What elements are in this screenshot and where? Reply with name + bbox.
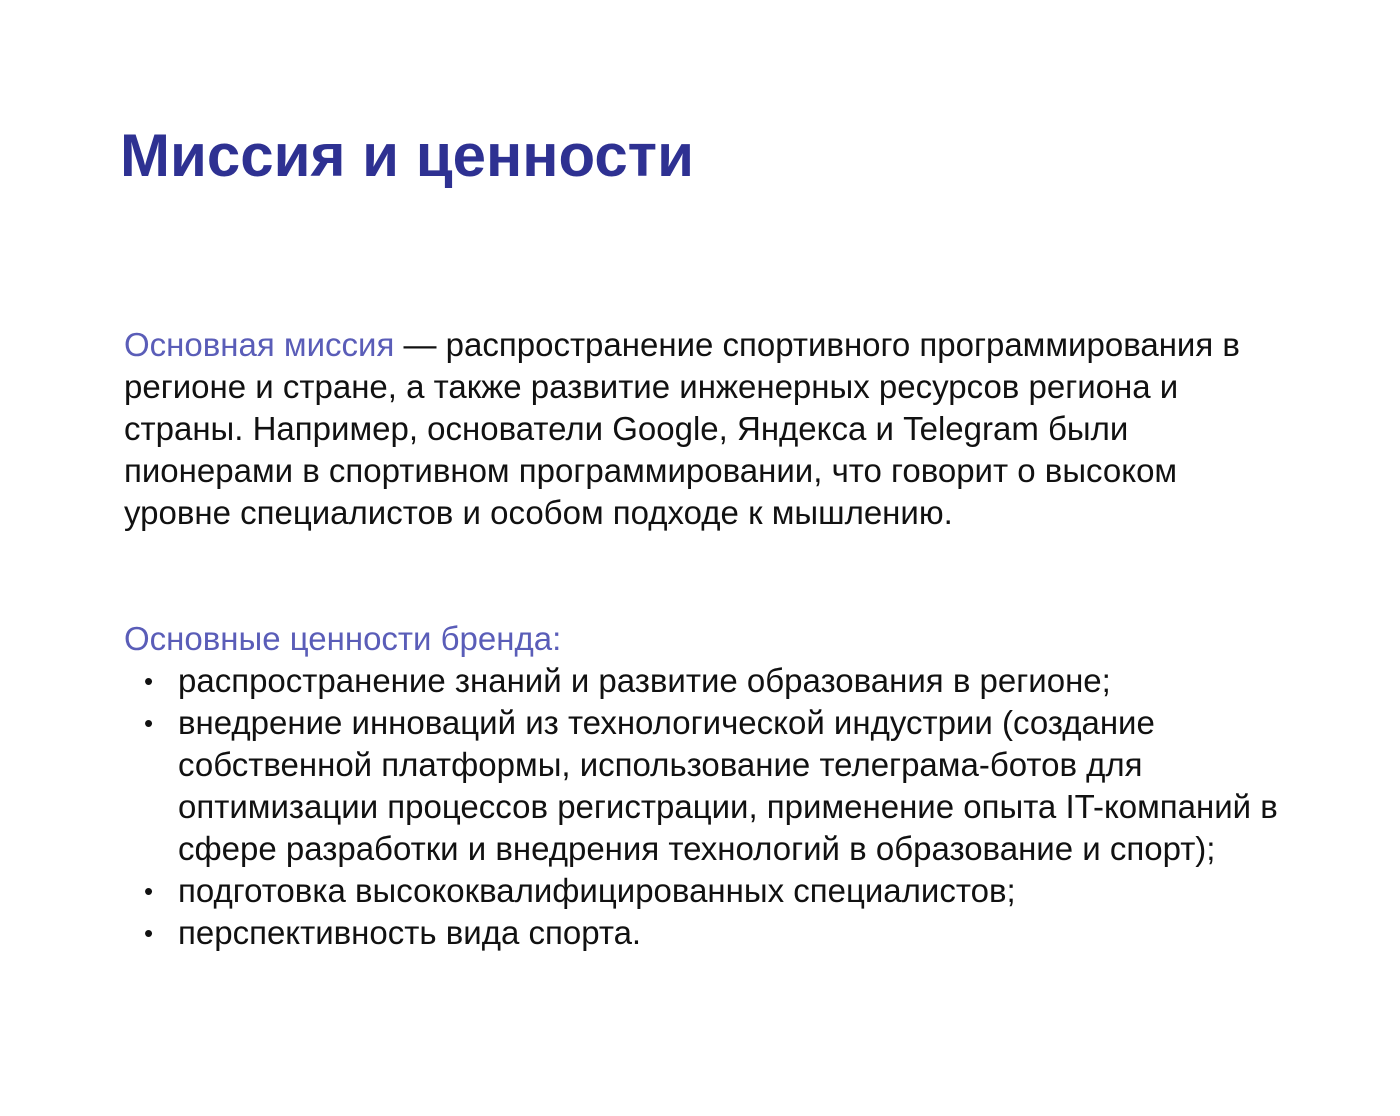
list-item	[124, 660, 1284, 702]
bullet-icon: •	[144, 876, 154, 906]
list-item	[124, 702, 1284, 870]
mission-paragraph	[124, 324, 1284, 534]
list-item-text: подготовка высококвалифицированных специалистов;	[178, 872, 1016, 909]
bullet-icon: •	[144, 918, 154, 948]
values-heading: Основные ценности бренда:	[124, 620, 562, 657]
values-list	[124, 660, 1284, 954]
list-item-text: перспективность вида спорта.	[178, 914, 642, 951]
bullet-icon: •	[144, 666, 154, 696]
mission-text: — распространение спортивного программирования в регионе и стране, а также развитие инженерных ресурсов региона и страны. Например, основатели Google, Яндекса и Telegram были пионерами в спортивном программировании, что говорит о высоком уровне специалистов и особом подходе к мышлению.	[124, 326, 1240, 531]
list-item	[124, 870, 1284, 912]
list-item-text: распространение знаний и развитие образования в регионе;	[178, 662, 1111, 699]
mission-label: Основная миссия	[124, 326, 395, 363]
bullet-icon: •	[144, 708, 154, 738]
list-item	[124, 912, 1284, 954]
page-title: Миссия и ценности	[120, 122, 694, 189]
list-item-text: внедрение инноваций из технологической индустрии (создание собственной платформы, использование телеграма-ботов для оптимизации процессов регистрации, применение опыта IT-компаний в сфере разработки и внедрения технологий в образование и спорт);	[178, 704, 1278, 867]
